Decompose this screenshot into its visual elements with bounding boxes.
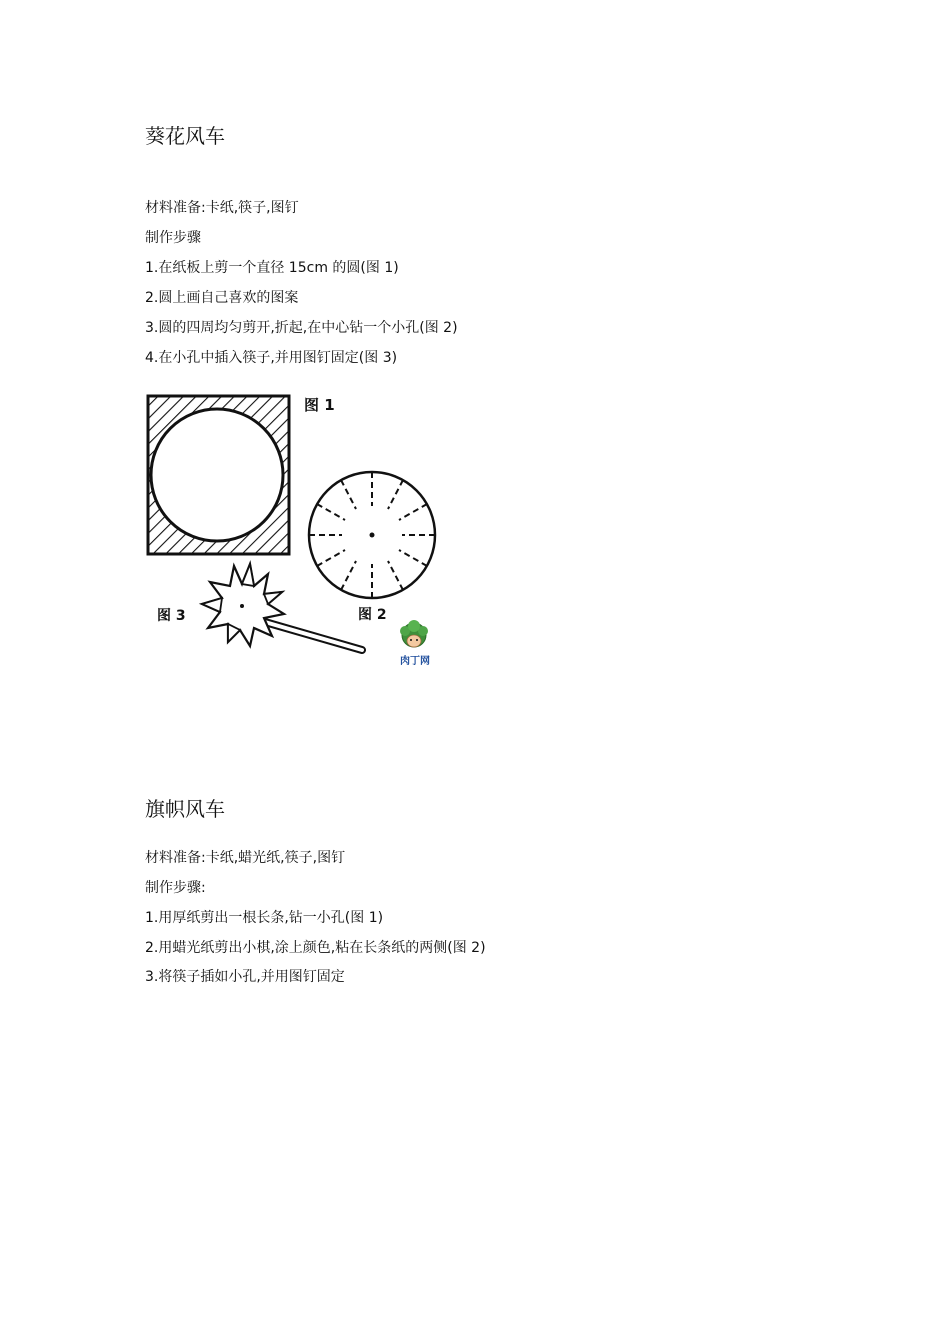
section1-title: 葵花风车 [145, 124, 225, 148]
pinwheel-illustration [140, 388, 520, 678]
section2-title: 旗帜风车 [145, 797, 225, 821]
section2-step: 1.用厚纸剪出一根长条,钻一小孔(图 1) [145, 910, 384, 926]
watermark-logo [400, 620, 430, 667]
pinwheel-figure-svg [140, 388, 520, 678]
watermark-text: 肉丁网 [400, 656, 430, 667]
section2-steps-heading: 制作步骤: [145, 880, 206, 896]
section1-steps-heading: 制作步骤 [145, 230, 201, 246]
figure3-label: 图 3 [157, 608, 186, 624]
section1-materials: 材料准备:卡纸,筷子,图钉 [145, 200, 299, 216]
section1-step: 1.在纸板上剪一个直径 15cm 的圆(图 1) [145, 260, 399, 276]
section1-step: 3.圆的四周均匀剪开,折起,在中心钻一个小孔(图 2) [145, 320, 458, 336]
figure2-cut-circle [309, 472, 435, 598]
figure2-label: 图 2 [358, 607, 387, 623]
section2-step: 3.将筷子插如小孔,并用图钉固定 [145, 969, 345, 985]
section1-step: 2.圆上画自己喜欢的图案 [145, 290, 299, 306]
section2-step: 2.用蜡光纸剪出小棋,涂上颜色,粘在长条纸的两侧(图 2) [145, 940, 486, 956]
section1-step: 4.在小孔中插入筷子,并用图钉固定(图 3) [145, 350, 398, 366]
figure1-label: 图 1 [304, 396, 335, 414]
figure1-square-circle [148, 396, 289, 554]
section2-materials: 材料准备:卡纸,蜡光纸,筷子,图钉 [145, 850, 346, 866]
